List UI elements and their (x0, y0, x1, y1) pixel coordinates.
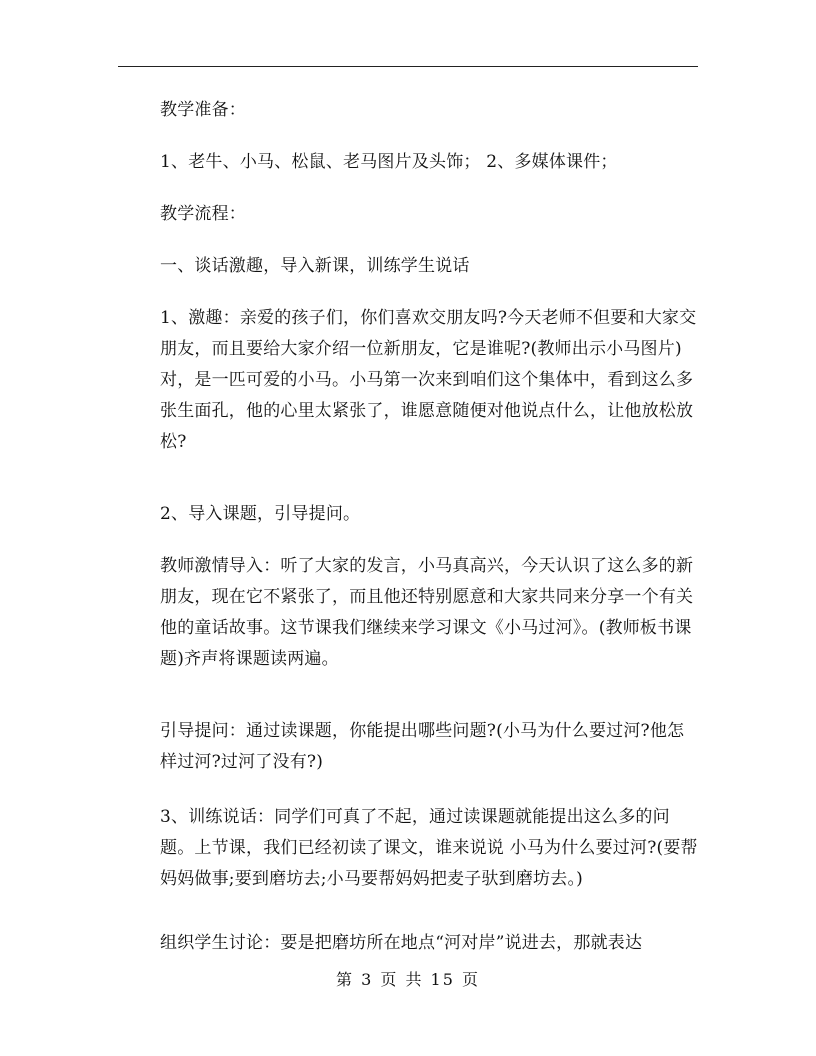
paragraph-speaking-practice: 3、训练说话：同学们可真了不起，通过读课题就能提出这么多的问题。上节课，我们已经初读了课文，谁来说说 小马为什么要过河?(要帮妈妈做事;要到磨坊去;小马要帮妈妈把麦子驮到磨坊去。) (160, 807, 698, 889)
heading-teaching-process: 教学流程： (160, 204, 246, 224)
section-heading-1: 一、谈话激趣，导入新课，训练学生说话 (160, 256, 470, 276)
prep-items: 1、老牛、小马、松鼠、老马图片及头饰； 2、多媒体课件； (160, 152, 618, 172)
paragraph-guide-questions: 引导提问：通过读课题，你能提出哪些问题?(小马为什么要过河?他怎样过河?过河了没有?) (160, 721, 685, 772)
paragraph-teacher-intro: 教师激情导入：听了大家的发言，小马真高兴，今天认识了这么多的新朋友，现在它不紧张了，而且他还特别愿意和大家共同来分享一个有关他的童话故事。这节课我们继续来学习课文《小马过河》。(教师板书课题)齐声将课题读两遍。 (160, 556, 694, 669)
paragraph-engage: 1、激趣：亲爱的孩子们，你们喜欢交朋友吗?今天老师不但要和大家交朋友，而且要给大家介绍一位新朋友，它是谁呢?(教师出示小马图片)对，是一匹可爱的小马。小马第一次来到咱们这个集体中，看到这么多张生面孔，他的心里太紧张了，谁愿意随便对他说点什么，让他放松放松? (160, 308, 697, 452)
heading-teaching-prep: 教学准备： (160, 100, 246, 120)
subheading-introduce: 2、导入课题，引导提问。 (160, 504, 361, 524)
page-number: 第 3 页 共 15 页 (336, 970, 480, 989)
header-rule (118, 66, 698, 67)
paragraph-discussion: 组织学生讨论：要是把磨坊所在地点“河对岸”说进去，那就表达 (160, 933, 643, 953)
